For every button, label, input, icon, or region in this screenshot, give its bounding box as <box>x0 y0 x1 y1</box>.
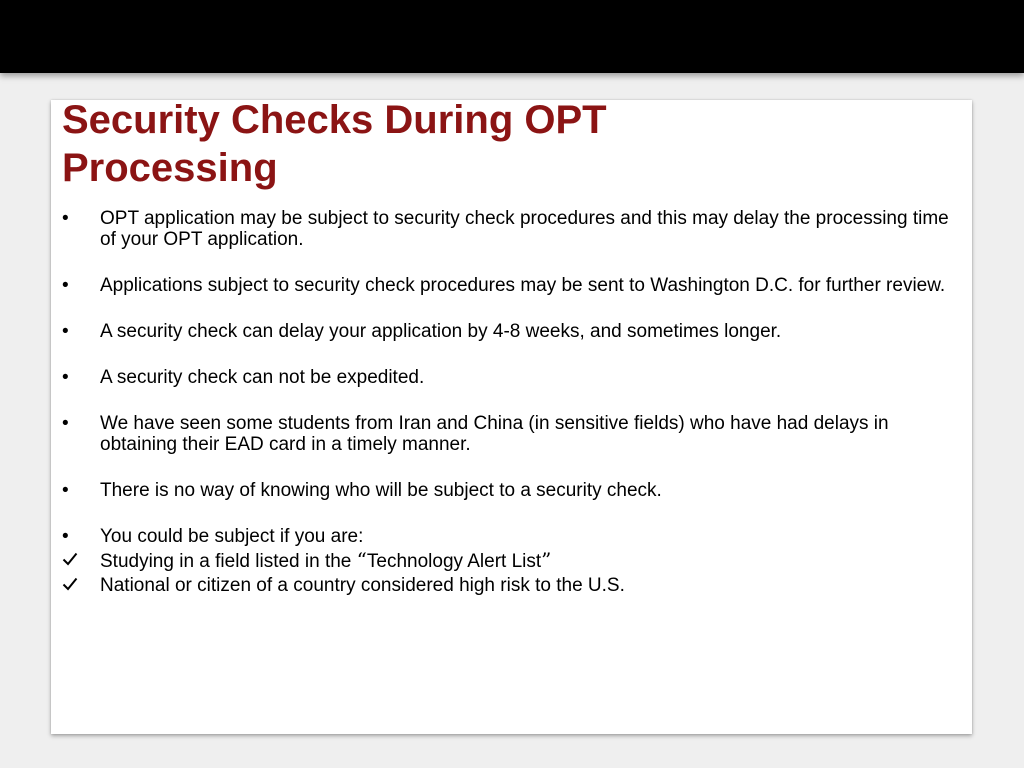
list-item <box>60 367 960 388</box>
list-item <box>60 275 960 296</box>
top-bar <box>0 0 1024 73</box>
bullet-list <box>60 208 960 596</box>
list-item <box>60 480 960 501</box>
list-item <box>60 575 960 596</box>
bullet-dot-icon: • <box>62 275 69 296</box>
bullet-dot-icon: • <box>62 208 69 229</box>
list-item <box>60 526 960 547</box>
bullet-dot-icon: • <box>62 321 69 342</box>
list-item <box>60 413 960 455</box>
checkmark-icon <box>62 576 92 592</box>
bullet-text: Studying in a field listed in the “Technology Alert List” <box>100 548 552 572</box>
list-item <box>60 321 960 342</box>
bullet-text: Applications subject to security check procedures may be sent to Washington D.C. for further review. <box>100 275 946 296</box>
bullet-dot-icon: • <box>62 480 69 501</box>
bullet-text: A security check can delay your application by 4-8 weeks, and sometimes longer. <box>100 321 782 342</box>
bullet-dot-icon: • <box>62 367 69 388</box>
list-item <box>60 208 960 250</box>
bullet-dot-icon: • <box>62 413 69 434</box>
bullet-text: OPT application may be subject to security check procedures and this may delay the processing time of your OPT application. <box>100 208 949 250</box>
slide-title: Security Checks During OPT Processing <box>62 98 607 190</box>
bullet-text: You could be subject if you are: <box>100 526 364 547</box>
list-item <box>60 550 960 572</box>
bullet-text: We have seen some students from Iran and China (in sensitive fields) who have had delays in obtaining their EAD card in a timely manner. <box>100 413 889 455</box>
bullet-text: National or citizen of a country considered high risk to the U.S. <box>100 575 625 596</box>
checkmark-icon <box>62 551 92 567</box>
bullet-dot-icon: • <box>62 526 69 547</box>
bullet-text: A security check can not be expedited. <box>100 367 425 388</box>
bullet-text: There is no way of knowing who will be subject to a security check. <box>100 480 662 501</box>
